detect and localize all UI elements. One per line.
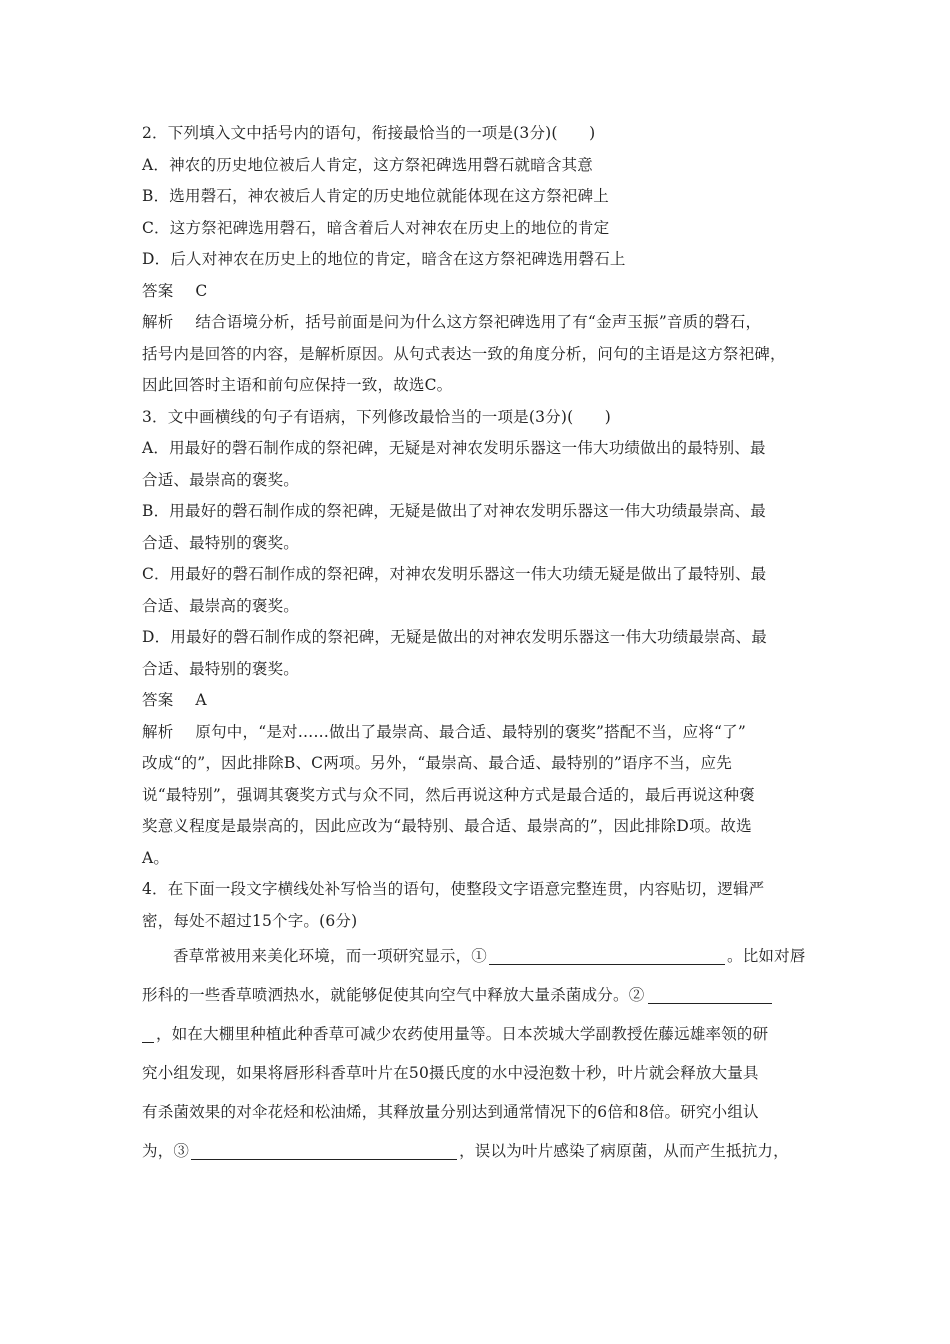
q3-option-c-line-2: 合适、最崇高的褒奖。 xyxy=(142,596,300,615)
passage-line-5: 有杀菌效果的对伞花烃和松油烯，其释放量分别达到通常情况下的6倍和8倍。研究小组认 xyxy=(142,1103,759,1121)
q2-option-b: B．选用磬石，神农被后人肯定的历史地位就能体现在这方祭祀碑上 xyxy=(142,187,609,205)
passage-text: ，误以为叶片感染了病原菌，从而产生抵抗力， xyxy=(459,1142,789,1160)
q2-analysis-line-1 xyxy=(142,307,814,339)
analysis-label: 解析 xyxy=(142,313,174,331)
blank-2-part-2[interactable] xyxy=(142,1022,154,1043)
passage-text: 。比如对唇 xyxy=(727,947,806,965)
q3-option-d-line-2: 合适、最特别的褒奖。 xyxy=(142,659,300,678)
q3-analysis-line-1 xyxy=(142,717,814,749)
blank-3[interactable] xyxy=(191,1139,457,1160)
answer-value: C xyxy=(195,281,208,300)
q2-answer xyxy=(142,276,814,308)
answer-label: 答案 xyxy=(142,281,174,300)
q2-option-a: A．神农的历史地位被后人肯定，这方祭祀碑选用磬石就暗含其意 xyxy=(142,155,593,174)
analysis-label: 解析 xyxy=(142,722,174,741)
passage-text: 为，③ xyxy=(142,1142,190,1160)
passage-line-2 xyxy=(142,976,814,1015)
q3-analysis-line-2: 改成“的”，因此排除B、C两项。另外，“最崇高、最合适、最特别的”语序不当，应先 xyxy=(142,754,732,772)
q2-analysis-line-3: 因此回答时主语和前句应保持一致，故选C。 xyxy=(142,376,453,394)
q3-answer xyxy=(142,685,814,717)
analysis-text: 结合语境分析，括号前面是问为什么这方祭祀碑选用了有“金声玉振”音质的磬石， xyxy=(195,313,762,331)
q3-analysis-line-3: 说“最特别”，强调其褒奖方式与众不同，然后再说这种方式是最合适的，最后再说这种褒 xyxy=(142,785,755,804)
analysis-text: 原句中，“是对……做出了最崇高、最合适、最特别的褒奖”搭配不当，应将“了” xyxy=(195,722,747,741)
answer-label: 答案 xyxy=(142,691,174,709)
passage-text: ，如在大棚里种植此种香草可减少农药使用量等。日本茨城大学副教授佐藤远雄率领的研 xyxy=(156,1025,769,1043)
blank-2-part-1[interactable] xyxy=(648,983,772,1004)
q4-stem-line-2: 密，每处不超过15个字。(6分) xyxy=(142,911,358,930)
passage-text: 香草常被用来美化环境，而一项研究显示，① xyxy=(173,947,488,965)
passage-text: 形科的一些香草喷洒热水，就能够促使其向空气中释放大量杀菌成分。② xyxy=(142,986,645,1004)
q2-stem: 2．下列填入文中括号内的语句，衔接最恰当的一项是(3分)( ) xyxy=(142,124,596,142)
q2-option-c: C．这方祭祀碑选用磬石，暗含着后人对神农在历史上的地位的肯定 xyxy=(142,218,610,237)
passage-line-1 xyxy=(142,937,814,976)
q3-analysis-line-5: A。 xyxy=(142,848,170,867)
answer-value: A xyxy=(195,691,207,709)
passage-line-3 xyxy=(142,1015,814,1054)
q3-stem: 3．文中画横线的句子有语病，下列修改最恰当的一项是(3分)( ) xyxy=(142,407,612,426)
q2-option-d: D．后人对神农在历史上的地位的肯定，暗含在这方祭祀碑选用磬石上 xyxy=(142,250,626,268)
q3-option-a-line-2: 合适、最崇高的褒奖。 xyxy=(142,470,300,489)
passage-line-6 xyxy=(142,1132,814,1171)
q3-option-d-line-1: D．用最好的磬石制作成的祭祀碑，无疑是做出的对神农发明乐器这一伟大功绩最崇高、最 xyxy=(142,628,767,646)
q3-option-b-line-2: 合适、最特别的褒奖。 xyxy=(142,533,300,552)
document-page xyxy=(142,118,814,1171)
q4-stem-line-1: 4．在下面一段文字横线处补写恰当的语句，使整段文字语意完整连贯，内容贴切，逻辑严 xyxy=(142,880,765,898)
q3-analysis-line-4: 奖意义程度是最崇高的，因此应改为“最特别、最合适、最崇高的”，因此排除D项。故选 xyxy=(142,817,752,835)
passage-line-4: 究小组发现，如果将唇形科香草叶片在50摄氏度的水中浸泡数十秒，叶片就会释放大量具 xyxy=(142,1064,759,1082)
q3-option-a-line-1: A．用最好的磬石制作成的祭祀碑，无疑是对神农发明乐器这一伟大功绩做出的最特别、最 xyxy=(142,439,766,457)
q3-option-c-line-1: C．用最好的磬石制作成的祭祀碑，对神农发明乐器这一伟大功绩无疑是做出了最特别、最 xyxy=(142,565,767,583)
blank-1[interactable] xyxy=(489,944,725,965)
q3-option-b-line-1: B．用最好的磬石制作成的祭祀碑，无疑是做出了对神农发明乐器这一伟大功绩最崇高、最 xyxy=(142,502,766,520)
q2-analysis-line-2: 括号内是回答的内容，是解析原因。从句式表达一致的角度分析，问句的主语是这方祭祀碑， xyxy=(142,344,786,363)
